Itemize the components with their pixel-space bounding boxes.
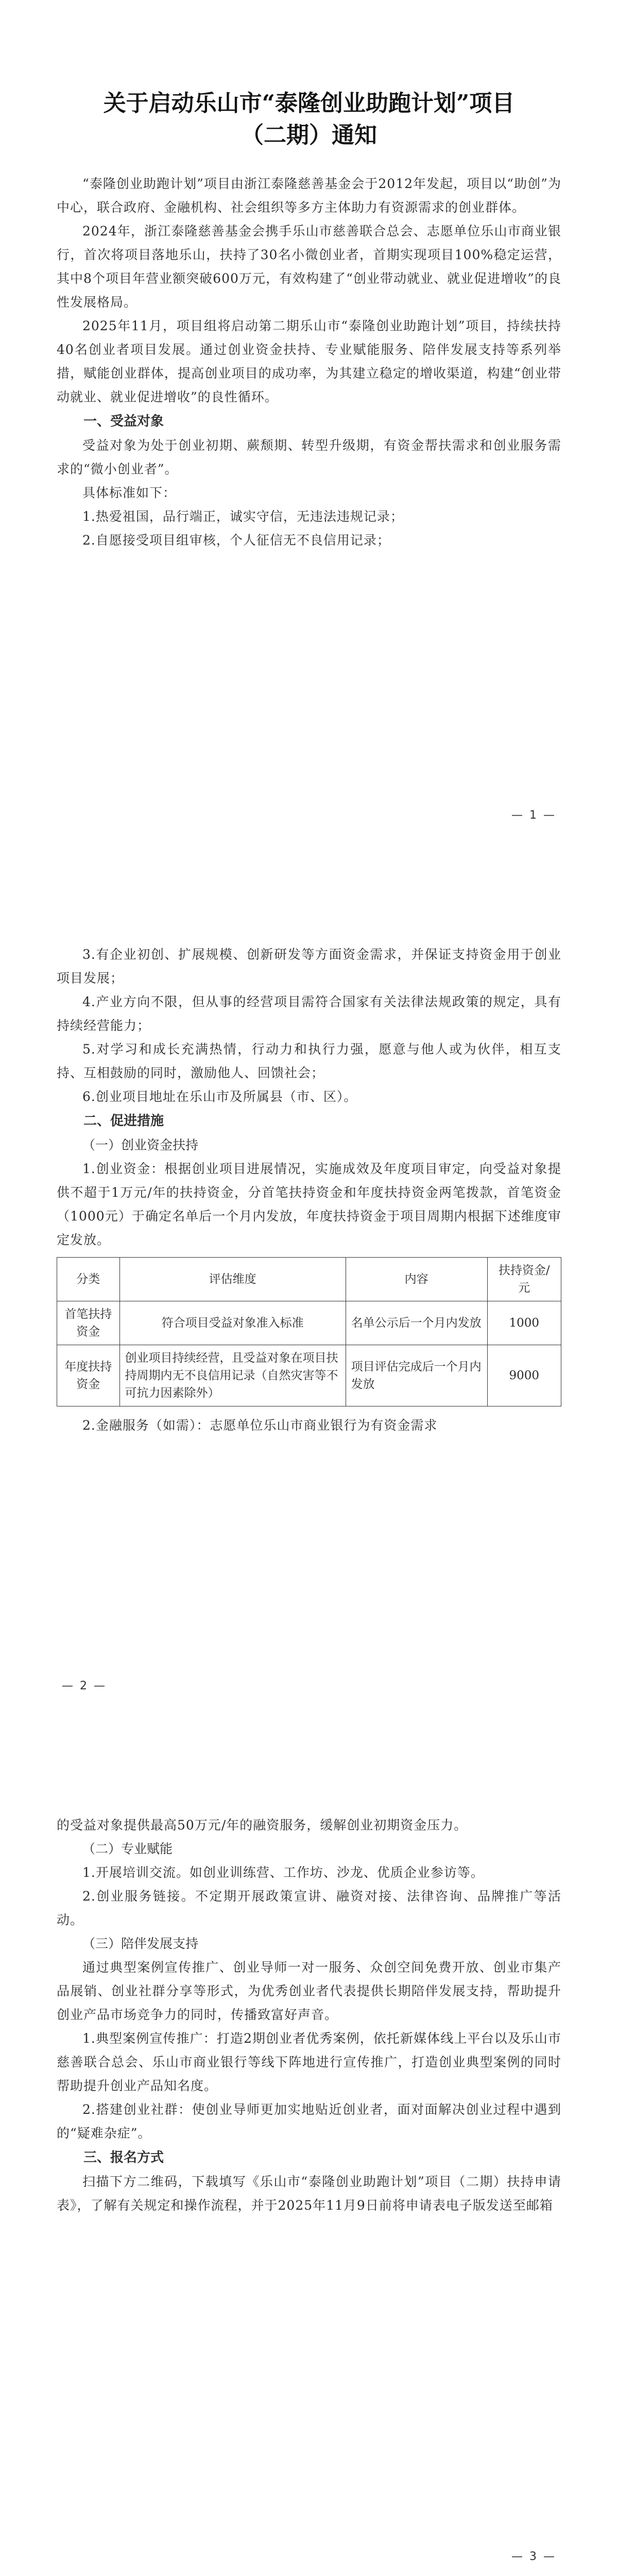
document-title-line-1: 关于启动乐山市“泰隆创业助跑计划”项目 [103,90,515,116]
intro-paragraph-3: 2025年11月，项目组将启动第二期乐山市“泰隆创业助跑计划”项目，持续扶持40名创业者项目发展。通过创业资金扶持、专业赋能服务、陪伴发展支持等系列举措，赋能创业群体，提高创业项目的成功率，为其建立稳定的增收渠道，构建“创业带动就业、就业促进增收”的良性循环。 [57,318,561,404]
empowerment-item-2: 2.创业服务链接。不定期开展政策宣讲、融资对接、法律咨询、品牌推广等活动。 [57,1889,561,1927]
subsection-heading-companion: （三）陪伴发展支持 [82,1936,199,1951]
intro-paragraph-1: “泰隆创业助跑计划”项目由浙江泰隆慈善基金会于2012年发起，项目以“助创”为中心，联合政府、金融机构、社会组织等多方主体助力有资源需求的创业群体。 [57,176,561,215]
criteria-item-5: 5.对学习和成长充满热情，行动力和执行力强，愿意与他人或为伙伴，相互支持、互相鼓励的同时，激励他人、回馈社会； [57,1042,561,1080]
criteria-intro: 具体标准如下： [82,485,177,500]
page-2-content [57,943,561,1437]
table-cell: 年度扶持资金 [57,1345,120,1406]
section-heading-beneficiaries: 一、受益对象 [83,414,164,429]
table-header-cell: 分类 [57,1258,120,1301]
page-number-1: — 1 — [511,809,556,822]
criteria-item-4: 4.产业方向不限，但从事的经营项目需符合国家有关法律法规政策的规定，具有持续经营能力； [57,994,561,1033]
criteria-item-1: 1.热爱祖国，品行端正，诚实守信，无违法违规记录； [82,509,404,524]
intro-paragraph-2: 2024年，浙江泰隆慈善基金会携手乐山市慈善联合总会、志愿单位乐山市商业银行，首次将项目落地乐山，扶持了30名小微创业者，首期实现项目100%稳定运营，其中8个项目年营业额突破600万元，有效构建了“创业带动就业、就业促进增收”的良性发展格局。 [57,224,561,310]
criteria-item-6: 6.创业项目地址在乐山市及所属县（市、区）。 [82,1089,357,1104]
table-header-row [57,1258,561,1301]
subsection-heading-empowerment: （二）专业赋能 [82,1841,173,1856]
document-title-line-2: （二期）通知 [241,122,377,148]
table-header-cell: 评估维度 [119,1258,346,1301]
funding-paragraph-1: 1.创业资金：根据创业项目进展情况，实施成效及年度项目审定，向受益对象提供不超于1万元/年的扶持资金，分首笔扶持资金和年度扶持资金两笔拨款，首笔资金（1000元）于确定名单后一个月内发放，年度扶持资金于项目周期内根据下述维度审定发放。 [57,1161,561,1247]
page-1-content [57,88,561,552]
page-number-3: — 3 — [511,2550,556,2563]
empowerment-item-1: 1.开展培训交流。如创业训练营、工作坊、沙龙、优质企业参访等。 [82,1865,484,1880]
table-cell: 符合项目受益对象准入标准 [119,1301,346,1345]
table-cell: 项目评估完成后一个月内发放 [346,1345,487,1406]
beneficiaries-text: 受益对象为处于创业初期、蕨颓期、转型升级期，有资金帮扶需求和创业服务需求的“微小创业者”。 [57,438,561,477]
funding-table [57,1257,561,1406]
document-page-2 [0,871,618,1741]
section-heading-registration: 三、报名方式 [83,2150,164,2165]
criteria-item-2: 2.自愿接受项目组审核，个人征信无不良信用记录； [82,533,390,548]
criteria-item-3: 3.有企业初创、扩展规模、创新研发等方面资金需求，并保证支持资金用于创业项目发展； [57,947,561,986]
registration-paragraph-start: 扫描下方二维码，下载填写《乐山市“泰隆创业助跑计划”项目（二期）扶持申请表》，了解有关规定和操作流程，并于2025年11月9日前将申请表电子版发送至邮箱 [57,2174,561,2213]
table-cell: 名单公示后一个月内发放 [346,1301,487,1345]
subsection-heading-funding: （一）创业资金扶持 [82,1138,199,1153]
table-cell: 首笔扶持资金 [57,1301,120,1345]
table-cell: 1000 [487,1301,561,1345]
table-row [57,1301,561,1345]
companion-item-2: 2.搭建创业社群：使创业导师更加实地贴近创业者，面对面解决创业过程中遇到的“疑难杂症”。 [57,2102,561,2141]
page-3-content [57,1814,561,2217]
table-header-cell: 内容 [346,1258,487,1301]
funding-paragraph-2-start: 2.金融服务（如需）：志愿单位乐山市商业银行为有资金需求 [82,1418,438,1433]
table-cell: 9000 [487,1345,561,1406]
document-page-3 [0,1741,618,2576]
companion-item-1: 1.典型案例宣传推广：打造2期创业者优秀案例，依托新媒体线上平台以及乐山市慈善联合总会、乐山市商业银行等线下阵地进行宣传推广，打造创业典型案例的同时帮助提升创业产品知名度。 [57,2031,561,2093]
document-page-1 [0,0,618,871]
table-cell: 创业项目持续经营，且受益对象在项目扶持周期内无不良信用记录（自然灾害等不可抗力因素除外） [119,1345,346,1406]
funding-paragraph-2-end: 的受益对象提供最高50万元/年的融资服务，缓解创业初期资金压力。 [57,1818,468,1833]
section-heading-measures: 二、促进措施 [83,1113,164,1129]
table-row [57,1345,561,1406]
page-number-2: — 2 — [62,1680,107,1692]
table-header-cell: 扶持资金/元 [487,1258,561,1301]
companion-paragraph: 通过典型案例宣传推广、创业导师一对一服务、众创空间免费开放、创业市集产品展销、创业社群分享等形式，为优秀创业者代表提供长期陪伴发展支持，帮助提升创业产品市场竞争力的同时，传播致富好声音。 [57,1960,561,2022]
